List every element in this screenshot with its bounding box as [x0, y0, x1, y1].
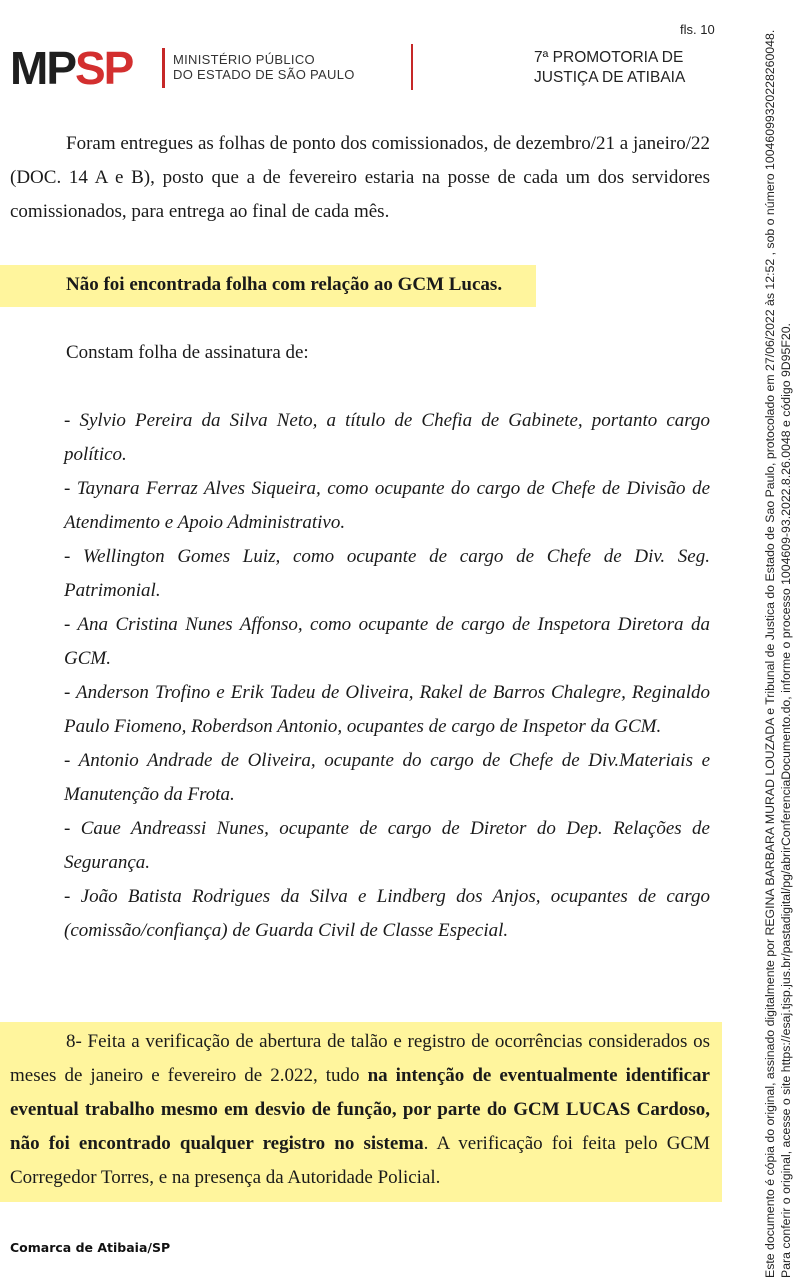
list-item: - Ana Cristina Nunes Affonso, como ocupante de cargo de Inspetora Diretora da GCM.	[64, 614, 710, 669]
list-item: - Antonio Andrade de Oliveira, ocupante do cargo de Chefe de Div.Materiais e Manutenção da Frota.	[64, 750, 710, 805]
paragraph-constam: Constam folha de assinatura de:	[66, 342, 309, 363]
paragraph-item-8	[10, 1025, 710, 1195]
signature-list	[64, 404, 710, 948]
para8-bold: na intenção de eventualmente identificar eventual trabalho mesmo em desvio de função, por parte do GCM LUCAS Cardoso, não foi encontrado qualquer registro no sistema	[10, 1065, 710, 1154]
list-item: - João Batista Rodrigues da Silva e Lindberg dos Anjos, ocupantes de cargo (comissão/confiança) de Guarda Civil de Classe Especial.	[64, 886, 710, 941]
footer-comarca: Comarca de Atibaia/SP	[10, 1240, 171, 1255]
digital-signature-note	[762, 8, 794, 1278]
promotoria-line2: JUSTIÇA DE ATIBAIA	[534, 69, 686, 86]
promotoria-title	[534, 48, 685, 88]
header-divider	[411, 44, 413, 90]
logo-mark-mp: MP	[10, 42, 75, 94]
side-note-line1: Este documento é cópia do original, assinado digitalmente por REGINA BARBARA MURAD LOUZADA e Tribunal de Justica do Estado de Sao Paulo, protocolado em 27/06/2022 às 12:52 , sob o número 10046099320228260048.	[763, 29, 777, 1278]
para8-text-1: 8- Feita a verificação de abertura de talão e registro de ocorrências considerados os meses de janeiro e fevereiro de 2.022, tudo	[10, 1031, 710, 1086]
logo-divider	[162, 48, 165, 88]
page-number: fls. 10	[680, 22, 715, 37]
side-note-line2: Para conferir o original, acesse o site https://esaj.tjsp.jus.br/pastadigital/pg/abrirConferenciaDocumento.do, informe o processo 1004609-93.2022.8.26.0048 e código 9D95F20.	[779, 323, 793, 1278]
list-item: - Sylvio Pereira da Silva Neto, a título de Chefia de Gabinete, portanto cargo político.	[64, 410, 710, 465]
promotoria-line1: 7ª PROMOTORIA DE	[534, 49, 684, 66]
highlight-lucas-note: Não foi encontrada folha com relação ao GCM Lucas.	[66, 274, 503, 295]
logo-mark-sp: SP	[75, 42, 133, 94]
list-item: - Anderson Trofino e Erik Tadeu de Oliveira, Rakel de Barros Chalegre, Reginaldo Paulo Fiomeno, Roberdson Antonio, ocupantes de cargo de Inspetor da GCM.	[64, 682, 710, 737]
logo-text-line1: MINISTÉRIO PÚBLICO	[173, 52, 315, 67]
logo-text	[173, 52, 355, 82]
mpsp-logo	[10, 44, 132, 92]
list-item: - Caue Andreassi Nunes, ocupante de cargo de Diretor do Dep. Relações de Segurança.	[64, 818, 710, 873]
list-item: - Taynara Ferraz Alves Siqueira, como ocupante do cargo de Chefe de Divisão de Atendimento e Apoio Administrativo.	[64, 478, 710, 533]
list-item: - Wellington Gomes Luiz, como ocupante de cargo de Chefe de Div. Seg. Patrimonial.	[64, 546, 710, 601]
logo-text-line2: DO ESTADO DE SÃO PAULO	[173, 67, 355, 82]
paragraph-folhas-ponto: Foram entregues as folhas de ponto dos comissionados, de dezembro/21 a janeiro/22 (DOC. 14 A e B), posto que a de fevereiro estaria na posse de cada um dos servidores comissionados, para entrega ao final de cada mês.	[10, 133, 710, 222]
para8-text-2: . A verificação foi feita pelo GCM Corregedor Torres, e na presença da Autoridade Policial.	[10, 1133, 711, 1188]
